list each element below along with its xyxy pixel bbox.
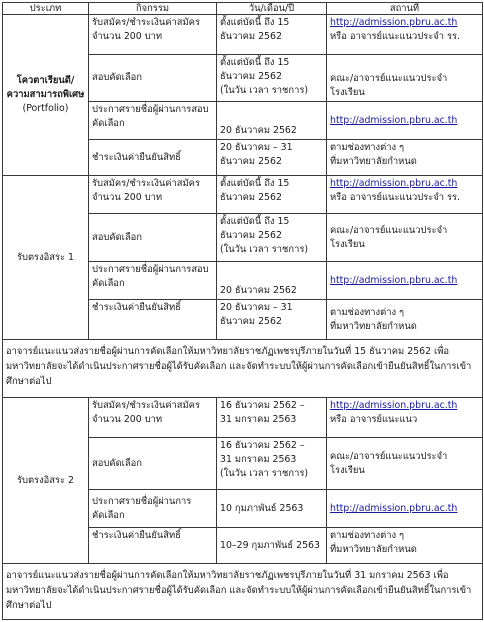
activity-cell: ประกาศรายชื่อผู้ผ่านการ คัดเลือก: [89, 490, 217, 528]
table-row: [3, 176, 483, 214]
table-row: [3, 398, 483, 438]
category-direct-2: รับตรงอิสระ 2: [3, 398, 89, 564]
activity-cell: ชำระเงินค่ายืนยันสิทธิ์: [89, 528, 217, 564]
date-cell: 20 ธันวาคม – 31 ธันวาคม 2562: [217, 140, 327, 176]
admission-link[interactable]: http://admission.pbru.ac.th: [330, 400, 458, 411]
header-type: ประเภท: [3, 3, 89, 15]
admission-schedule-table: [2, 2, 483, 620]
date-cell: ตั้งแต่บัดนี้ ถึง 15 ธันวาคม 2562 (ในวัน เวลา ราชการ): [217, 214, 327, 262]
place-cell: [327, 102, 483, 140]
note-text: อาจารย์แนะแนวส่งรายชื่อผู้ผ่านการคัดเลือกให้มหาวิทยาลัยราชภัฏเพชรบุรีภายในวันที่ 31 มกราคม 2563 เพื่อมหาวิทยาลัยจะได้ดำเนินประกาศรายชื่อผู้ได้รับคัดเลือก และจัดทำระบบให้ผู้ผ่านการคัดเลือกเข้ายืนยันสิทธิ์ในการเข้าศึกษาต่อไป: [3, 564, 483, 620]
admission-link[interactable]: http://admission.pbru.ac.th: [330, 114, 458, 126]
place-cell: คณะ/อาจารย์แนะแนวประจำ โรงเรียน: [327, 214, 483, 262]
date-cell: 20 ธันวาคม 2562: [217, 262, 327, 300]
place-cell: คณะ/อาจารย์แนะแนวประจำ โรงเรียน: [327, 55, 483, 102]
date-cell: 16 ธันวาคม 2562 – 31 มกราคม 2563 (ในวัน เวลา ราชการ): [217, 438, 327, 490]
header-place: สถานที่: [327, 3, 483, 15]
activity-cell: ชำระเงินค่ายืนยันสิทธิ์: [89, 140, 217, 176]
note-row: [3, 340, 483, 398]
admission-link[interactable]: http://admission.pbru.ac.th: [330, 17, 458, 28]
note-text: อาจารย์แนะแนวส่งรายชื่อผู้ผ่านการคัดเลือกให้มหาวิทยาลัยราชภัฏเพชรบุรีภายในวันที่ 15 ธันวาคม 2562 เพื่อมหาวิทยาลัยจะได้ดำเนินประกาศรายชื่อผู้ได้รับคัดเลือก และจัดทำระบบให้ผู้ผ่านการคัดเลือกเข้ายืนยันสิทธิ์ในการเข้าศึกษาต่อไป: [3, 340, 483, 398]
place-cell: [327, 262, 483, 300]
header-date: วัน/เดือน/ปี: [217, 3, 327, 15]
header-row: [3, 3, 483, 15]
header-activity: กิจกรรม: [89, 3, 217, 15]
date-cell: 20 ธันวาคม – 31 ธันวาคม 2562: [217, 300, 327, 340]
place-cell: http://admission.pbru.ac.th หรือ อาจารย์แนะแนวประจำ รร.: [327, 176, 483, 214]
date-cell: ตั้งแต่บัดนี้ ถึง 15 ธันวาคม 2562: [217, 176, 327, 214]
category-direct-1: รับตรงอิสระ 1: [3, 176, 89, 340]
admission-link[interactable]: http://admission.pbru.ac.th: [330, 274, 458, 286]
note-row: [3, 564, 483, 620]
admission-link[interactable]: http://admission.pbru.ac.th: [330, 178, 458, 189]
place-cell: http://admission.pbru.ac.th หรือ อาจารย์แนะแนว: [327, 398, 483, 438]
activity-cell: รับสมัคร/ชำระเงินค่าสมัคร จำนวน 200 บาท: [89, 398, 217, 438]
activity-cell: สอบคัดเลือก: [89, 214, 217, 262]
place-cell: http://admission.pbru.ac.th หรือ อาจารย์แนะแนวประจำ รร.: [327, 15, 483, 55]
activity-cell: ประกาศรายชื่อผู้ผ่านการสอบ คัดเลือก: [89, 102, 217, 140]
date-cell: ตั้งแต่บัดนี้ ถึง 15 ธันวาคม 2562: [217, 15, 327, 55]
table-row: [3, 15, 483, 55]
place-cell: ตามช่องทางต่าง ๆ ที่มหาวิทยาลัยกำหนด: [327, 528, 483, 564]
date-cell: 10 กุมภาพันธ์ 2563: [217, 490, 327, 528]
place-cell: คณะ/อาจารย์แนะแนวประจำ โรงเรียน: [327, 438, 483, 490]
activity-cell: สอบคัดเลือก: [89, 438, 217, 490]
activity-cell: สอบคัดเลือก: [89, 55, 217, 102]
date-cell: 10–29 กุมภาพันธ์ 2563: [217, 528, 327, 564]
admission-link[interactable]: http://admission.pbru.ac.th: [330, 502, 458, 514]
activity-cell: ประกาศรายชื่อผู้ผ่านการสอบ คัดเลือก: [89, 262, 217, 300]
place-cell: ตามช่องทางต่าง ๆ ที่มหาวิทยาลัยกำหนด: [327, 300, 483, 340]
place-cell: ตามช่องทางต่าง ๆ ที่มหาวิทยาลัยกำหนด: [327, 140, 483, 176]
date-cell: ตั้งแต่บัดนี้ ถึง 15 ธันวาคม 2562 (ในวัน เวลา ราชการ): [217, 55, 327, 102]
activity-cell: รับสมัคร/ชำระเงินค่าสมัคร จำนวน 200 บาท: [89, 15, 217, 55]
activity-cell: ชำระเงินค่ายืนยันสิทธิ์: [89, 300, 217, 340]
date-cell: 20 ธันวาคม 2562: [217, 102, 327, 140]
date-cell: 16 ธันวาคม 2562 – 31 มกราคม 2563: [217, 398, 327, 438]
category-portfolio: โควตาเรียนดี/ ความสามารถพิเศษ (Portfolio): [3, 15, 89, 176]
place-cell: [327, 490, 483, 528]
activity-cell: รับสมัคร/ชำระเงินค่าสมัคร จำนวน 200 บาท: [89, 176, 217, 214]
